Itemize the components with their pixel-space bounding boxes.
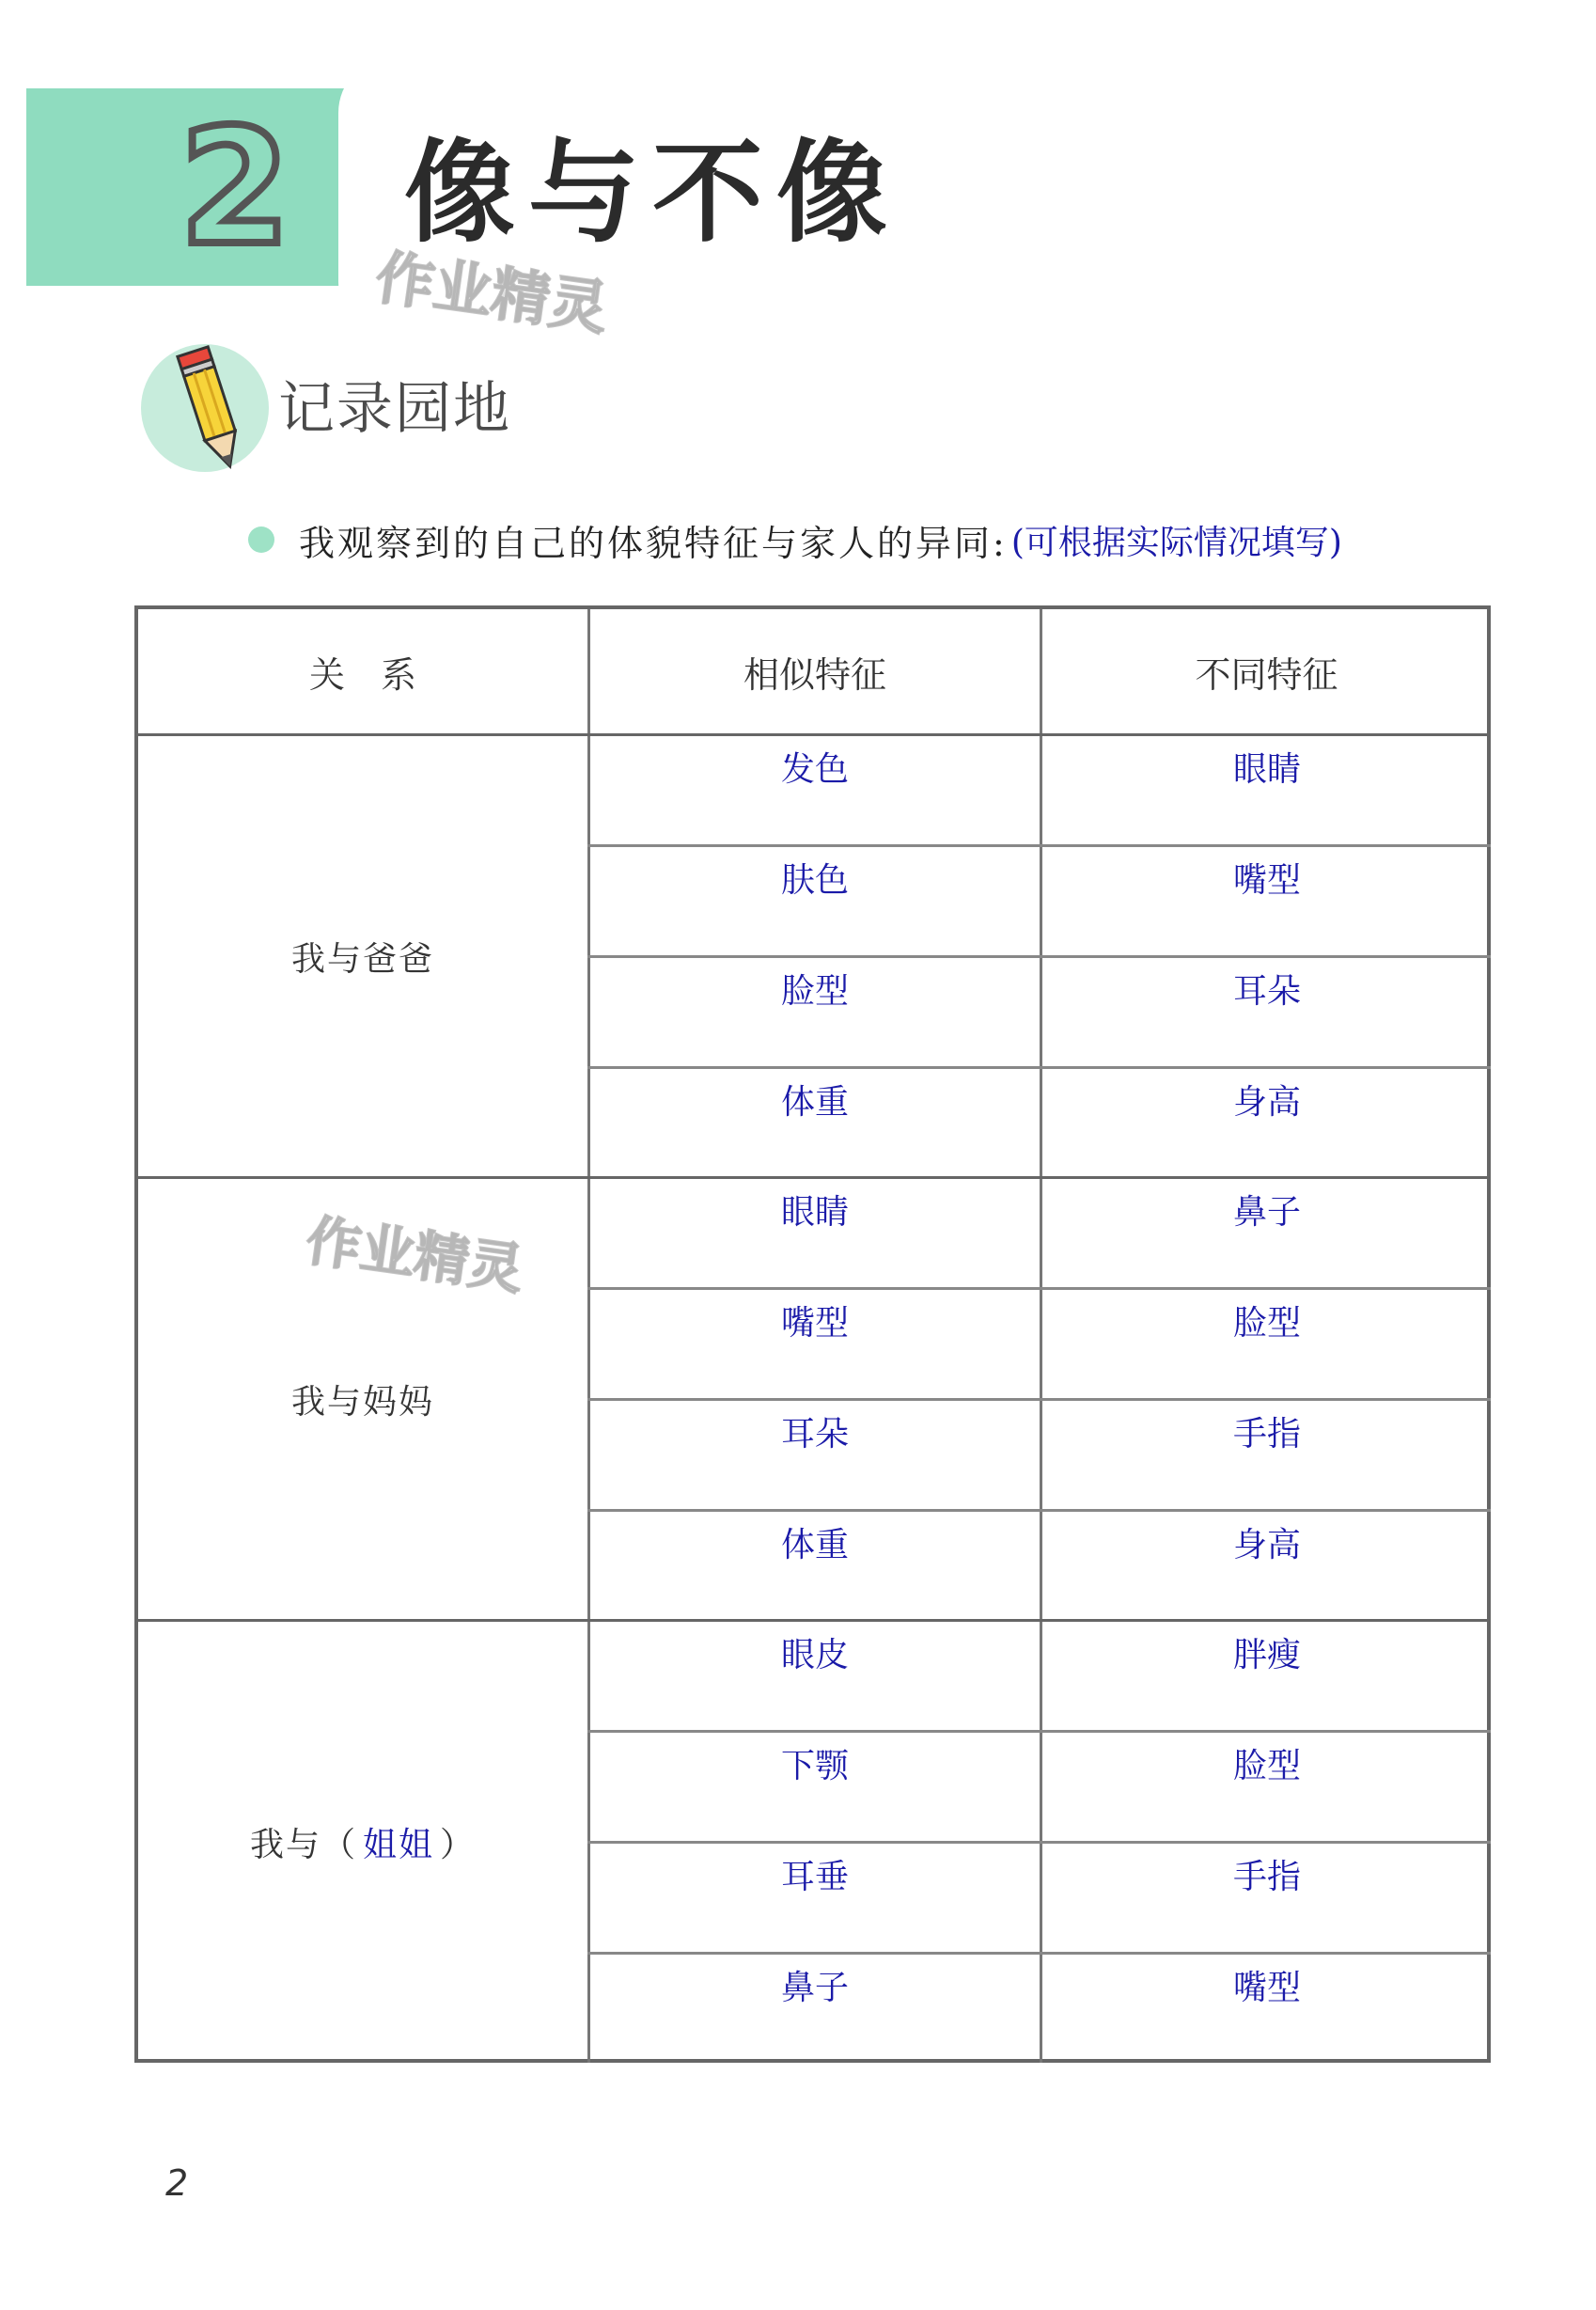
row-divider: [587, 955, 1491, 958]
row-divider: [587, 844, 1491, 847]
different-feature: 嘴型: [1232, 1969, 1301, 2007]
chapter-number: 2: [179, 95, 291, 281]
page-number: 2: [165, 2162, 189, 2204]
relation-prefix: 我与（: [249, 1826, 357, 1864]
row-divider: [587, 1398, 1491, 1401]
header-relation: 关 系: [308, 653, 416, 696]
section-label: 记录园地: [278, 376, 511, 442]
comparison-table: [134, 605, 1491, 2063]
similar-feature: 眼睛: [780, 1193, 849, 1232]
instruction-text: 我观察到的自己的体貌特征与家人的异同:: [299, 522, 1008, 564]
different-feature: 手指: [1232, 1415, 1301, 1454]
different-feature: 身高: [1232, 1083, 1301, 1122]
row-divider: [587, 1952, 1491, 1955]
relation-fill: 姐姐: [362, 1826, 434, 1864]
row-divider: [587, 1841, 1491, 1844]
different-feature: 嘴型: [1232, 861, 1301, 900]
different-feature: 胖瘦: [1232, 1636, 1301, 1674]
watermark: 作业精灵: [302, 1208, 527, 1302]
page-title: 像与不像: [404, 128, 901, 258]
different-feature: 耳朵: [1232, 972, 1301, 1011]
similar-feature: 耳垂: [780, 1858, 849, 1896]
different-feature: 眼睛: [1232, 750, 1301, 789]
similar-feature: 耳朵: [780, 1415, 849, 1454]
similar-feature: 嘴型: [780, 1304, 849, 1343]
header-different: 不同特征: [1195, 653, 1338, 696]
watermark: 作业精灵: [371, 243, 613, 343]
different-feature: 脸型: [1232, 1747, 1301, 1785]
instruction-note: (可根据实际情况填写): [1010, 523, 1342, 562]
similar-feature: 鼻子: [780, 1969, 849, 2007]
different-feature: 手指: [1232, 1858, 1301, 1896]
similar-feature: 脸型: [780, 972, 849, 1011]
header-similar: 相似特征: [743, 653, 886, 696]
pencil-icon: [158, 338, 271, 479]
relation-suffix: ）: [440, 1826, 477, 1864]
similar-feature: 体重: [780, 1083, 849, 1122]
row-divider: [587, 1066, 1491, 1069]
similar-feature: 体重: [780, 1526, 849, 1564]
relation-label: 我与妈妈: [290, 1382, 434, 1422]
similar-feature: 肤色: [780, 861, 849, 900]
instruction: [248, 513, 1342, 566]
bullet-dot-icon: [248, 526, 274, 553]
row-divider: [587, 1509, 1491, 1512]
similar-feature: 发色: [780, 750, 849, 789]
different-feature: 脸型: [1232, 1304, 1301, 1343]
relation-label: 我与爸爸: [290, 939, 434, 979]
different-feature: 身高: [1232, 1526, 1301, 1564]
similar-feature: 眼皮: [780, 1636, 849, 1674]
similar-feature: 下颚: [780, 1747, 849, 1785]
row-divider: [587, 1730, 1491, 1733]
different-feature: 鼻子: [1232, 1193, 1301, 1232]
relation-label: [138, 1622, 587, 2063]
row-divider: [587, 1287, 1491, 1290]
